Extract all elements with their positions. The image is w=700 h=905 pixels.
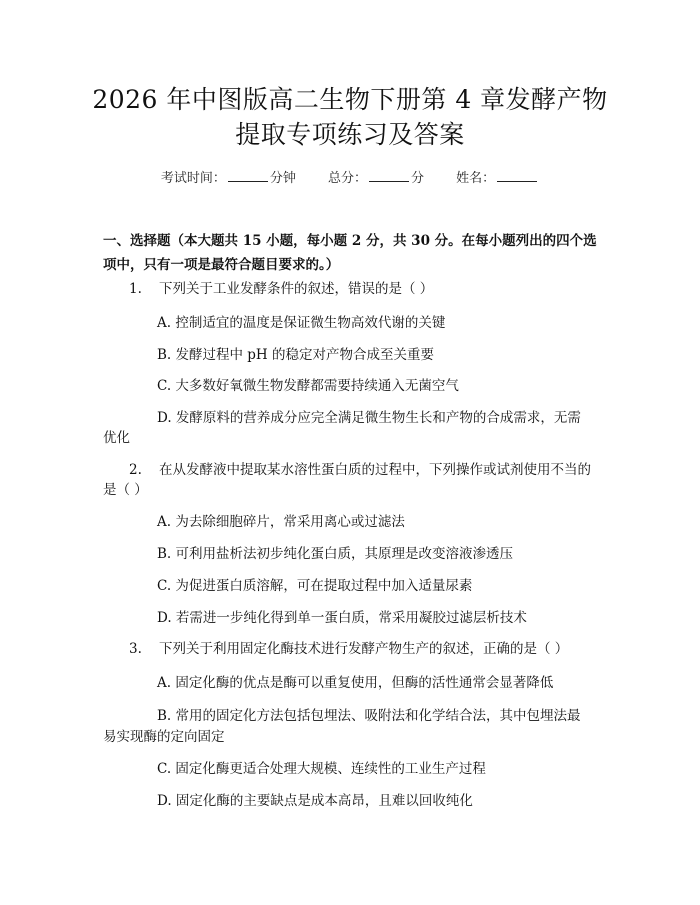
question-1-option-d-continuation: 优化 xyxy=(103,430,130,446)
question-2-stem-continuation: 是（ ） xyxy=(103,482,148,498)
question-3-option-d: D. 固定化酶的主要缺点是成本高昂，且难以回收纯化 xyxy=(157,793,473,809)
section-heading-line-1: 一、选择题（本大题共 15 小题，每小题 2 分，共 30 分。在每小题列出的四个选 xyxy=(103,233,597,249)
question-1-option-a: A. 控制适宜的温度是保证微生物高效代谢的关键 xyxy=(157,315,446,331)
question-2-option-c: C. 为促进蛋白质溶解，可在提取过程中加入适量尿素 xyxy=(157,578,473,594)
question-2-option-d: D. 若需进一步纯化得到单一蛋白质，常采用凝胶过滤层析技术 xyxy=(157,610,527,626)
question-1-option-b: B. 发酵过程中 pH 的稳定对产物合成至关重要 xyxy=(157,347,434,363)
document-title-line-1: 2026 年中图版高二生物下册第 4 章发酵产物 xyxy=(92,85,608,114)
question-1-stem xyxy=(129,279,433,299)
name-field xyxy=(456,171,539,186)
question-3-option-a: A. 固定化酶的优点是酶可以重复使用，但酶的活性通常会显著降低 xyxy=(157,675,554,691)
total-score-field xyxy=(328,171,428,186)
question-number: 3. xyxy=(129,641,142,657)
section-heading xyxy=(103,229,601,277)
question-3-option-c: C. 固定化酶更适合处理大规模、连续性的工业生产过程 xyxy=(157,761,486,777)
question-text: 下列关于工业发酵条件的叙述，错误的是（ ） xyxy=(159,281,434,297)
question-3-option-b-continuation: 易实现酶的定向固定 xyxy=(103,729,225,745)
exam-time-unit: 分钟 xyxy=(269,171,296,186)
document-title-line-2: 提取专项练习及答案 xyxy=(235,120,465,149)
question-1-option-d: D. 发酵原料的营养成分应完全满足微生物生长和产物的合成需求，无需 xyxy=(157,410,581,426)
question-text: 下列关于利用固定化酶技术进行发酵产物生产的叙述，正确的是（ ） xyxy=(159,641,569,657)
exam-time-field xyxy=(161,171,300,186)
name-blank xyxy=(497,170,537,182)
question-2-stem xyxy=(129,460,591,480)
question-number: 2. xyxy=(129,462,142,478)
exam-time-blank xyxy=(228,170,268,182)
section-heading-line-2: 项中，只有一项是最符合题目要求的。） xyxy=(103,257,340,273)
question-number: 1. xyxy=(129,281,142,297)
total-score-label: 总分： xyxy=(327,171,367,186)
question-2-option-b: B. 可利用盐析法初步纯化蛋白质，其原理是改变溶液渗透压 xyxy=(157,546,514,562)
question-3-stem xyxy=(129,639,568,659)
name-label: 姓名： xyxy=(456,171,496,186)
exam-info-row xyxy=(0,167,700,186)
question-text: 在从发酵液中提取某水溶性蛋白质的过程中，下列操作或试剂使用不当的 xyxy=(159,462,591,478)
exam-time-label: 考试时间： xyxy=(160,171,226,186)
total-score-unit: 分 xyxy=(411,171,425,186)
question-3-option-b: B. 常用的固定化方法包括包埋法、吸附法和化学结合法，其中包埋法最 xyxy=(157,708,581,724)
total-score-blank xyxy=(369,170,409,182)
question-1-option-c: C. 大多数好氧微生物发酵都需要持续通入无菌空气 xyxy=(157,378,459,394)
question-2-option-a: A. 为去除细胞碎片，常采用离心或过滤法 xyxy=(157,514,405,530)
